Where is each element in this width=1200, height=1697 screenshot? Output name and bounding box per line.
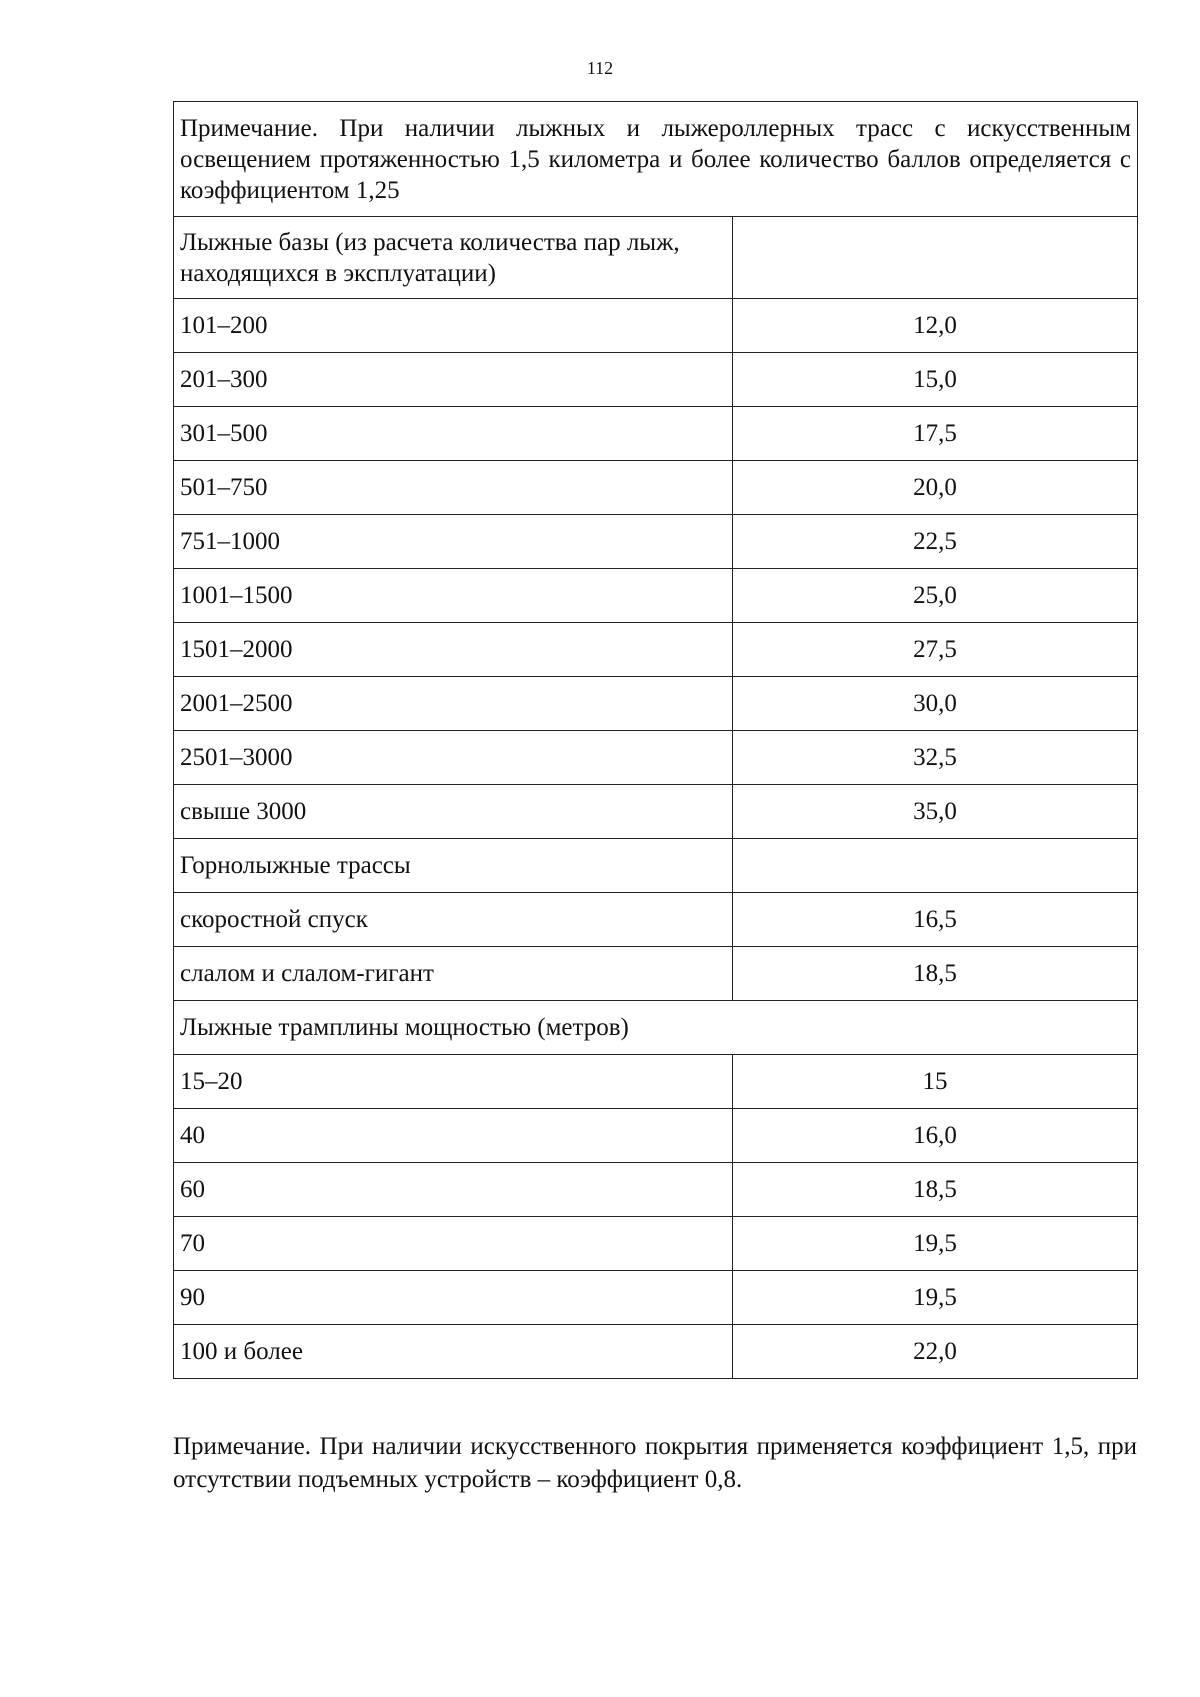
score-cell: 16,5 bbox=[733, 893, 1138, 947]
score-cell: 22,0 bbox=[733, 1325, 1138, 1379]
table-row bbox=[174, 1163, 1138, 1217]
range-cell: 501–750 bbox=[174, 461, 733, 515]
page-number: 112 bbox=[586, 58, 614, 78]
section-header-row bbox=[174, 839, 1138, 893]
footer-note: Примечание. При наличии искусственного покрытия применяется коэффициент 1,5, при отсутствии подъемных устройств – коэффициент 0,8. bbox=[173, 1433, 1137, 1493]
table-row bbox=[174, 1271, 1138, 1325]
section-header-alpine-trails: Горнолыжные трассы bbox=[174, 839, 733, 893]
range-cell: скоростной спуск bbox=[174, 893, 733, 947]
score-cell: 19,5 bbox=[733, 1271, 1138, 1325]
score-cell: 15,0 bbox=[733, 353, 1138, 407]
table-row bbox=[174, 299, 1138, 353]
table-row bbox=[174, 785, 1138, 839]
range-cell: 1501–2000 bbox=[174, 623, 733, 677]
score-cell: 25,0 bbox=[733, 569, 1138, 623]
table-row bbox=[174, 515, 1138, 569]
range-cell: 100 и более bbox=[174, 1325, 733, 1379]
table-row bbox=[174, 947, 1138, 1001]
score-cell: 30,0 bbox=[733, 677, 1138, 731]
range-cell: 60 bbox=[174, 1163, 733, 1217]
range-cell: 101–200 bbox=[174, 299, 733, 353]
score-cell: 16,0 bbox=[733, 1109, 1138, 1163]
section-header-row bbox=[174, 217, 1138, 299]
section-header-row bbox=[174, 1001, 1138, 1055]
range-cell: 15–20 bbox=[174, 1055, 733, 1109]
table-row bbox=[174, 353, 1138, 407]
range-cell: 751–1000 bbox=[174, 515, 733, 569]
range-cell: 70 bbox=[174, 1217, 733, 1271]
table-row bbox=[174, 102, 1138, 217]
score-cell: 32,5 bbox=[733, 731, 1138, 785]
score-cell: 22,5 bbox=[733, 515, 1138, 569]
score-cell: 19,5 bbox=[733, 1217, 1138, 1271]
score-cell: 20,0 bbox=[733, 461, 1138, 515]
section-header-ski-bases: Лыжные базы (из расчета количества пар лыж, находящихся в эксплуатации) bbox=[174, 217, 733, 299]
score-cell: 18,5 bbox=[733, 1163, 1138, 1217]
table-row bbox=[174, 569, 1138, 623]
table-row bbox=[174, 623, 1138, 677]
score-cell: 27,5 bbox=[733, 623, 1138, 677]
section-header-ski-jumps: Лыжные трамплины мощностью (метров) bbox=[174, 1001, 1138, 1055]
table-row bbox=[174, 1325, 1138, 1379]
table-row bbox=[174, 731, 1138, 785]
score-cell: 35,0 bbox=[733, 785, 1138, 839]
score-cell: 12,0 bbox=[733, 299, 1138, 353]
table-row bbox=[174, 677, 1138, 731]
score-cell: 17,5 bbox=[733, 407, 1138, 461]
table-row bbox=[174, 893, 1138, 947]
table-row bbox=[174, 1217, 1138, 1271]
empty-cell bbox=[733, 217, 1138, 299]
range-cell: 2001–2500 bbox=[174, 677, 733, 731]
table-row bbox=[174, 461, 1138, 515]
top-note: Примечание. При наличии лыжных и лыжероллерных трасс с искусственным освещением протяженностью 1,5 километра и более количество баллов определяется с коэффициентом 1,25 bbox=[174, 102, 1138, 217]
table-row bbox=[174, 407, 1138, 461]
range-cell: слалом и слалом-гигант bbox=[174, 947, 733, 1001]
scores-table bbox=[173, 101, 1138, 1379]
range-cell: 1001–1500 bbox=[174, 569, 733, 623]
range-cell: 40 bbox=[174, 1109, 733, 1163]
table-row bbox=[174, 1109, 1138, 1163]
range-cell: 2501–3000 bbox=[174, 731, 733, 785]
empty-cell bbox=[733, 839, 1138, 893]
range-cell: 301–500 bbox=[174, 407, 733, 461]
range-cell: 201–300 bbox=[174, 353, 733, 407]
range-cell: 90 bbox=[174, 1271, 733, 1325]
range-cell: свыше 3000 bbox=[174, 785, 733, 839]
score-cell: 15 bbox=[733, 1055, 1138, 1109]
score-cell: 18,5 bbox=[733, 947, 1138, 1001]
table-row bbox=[174, 1055, 1138, 1109]
